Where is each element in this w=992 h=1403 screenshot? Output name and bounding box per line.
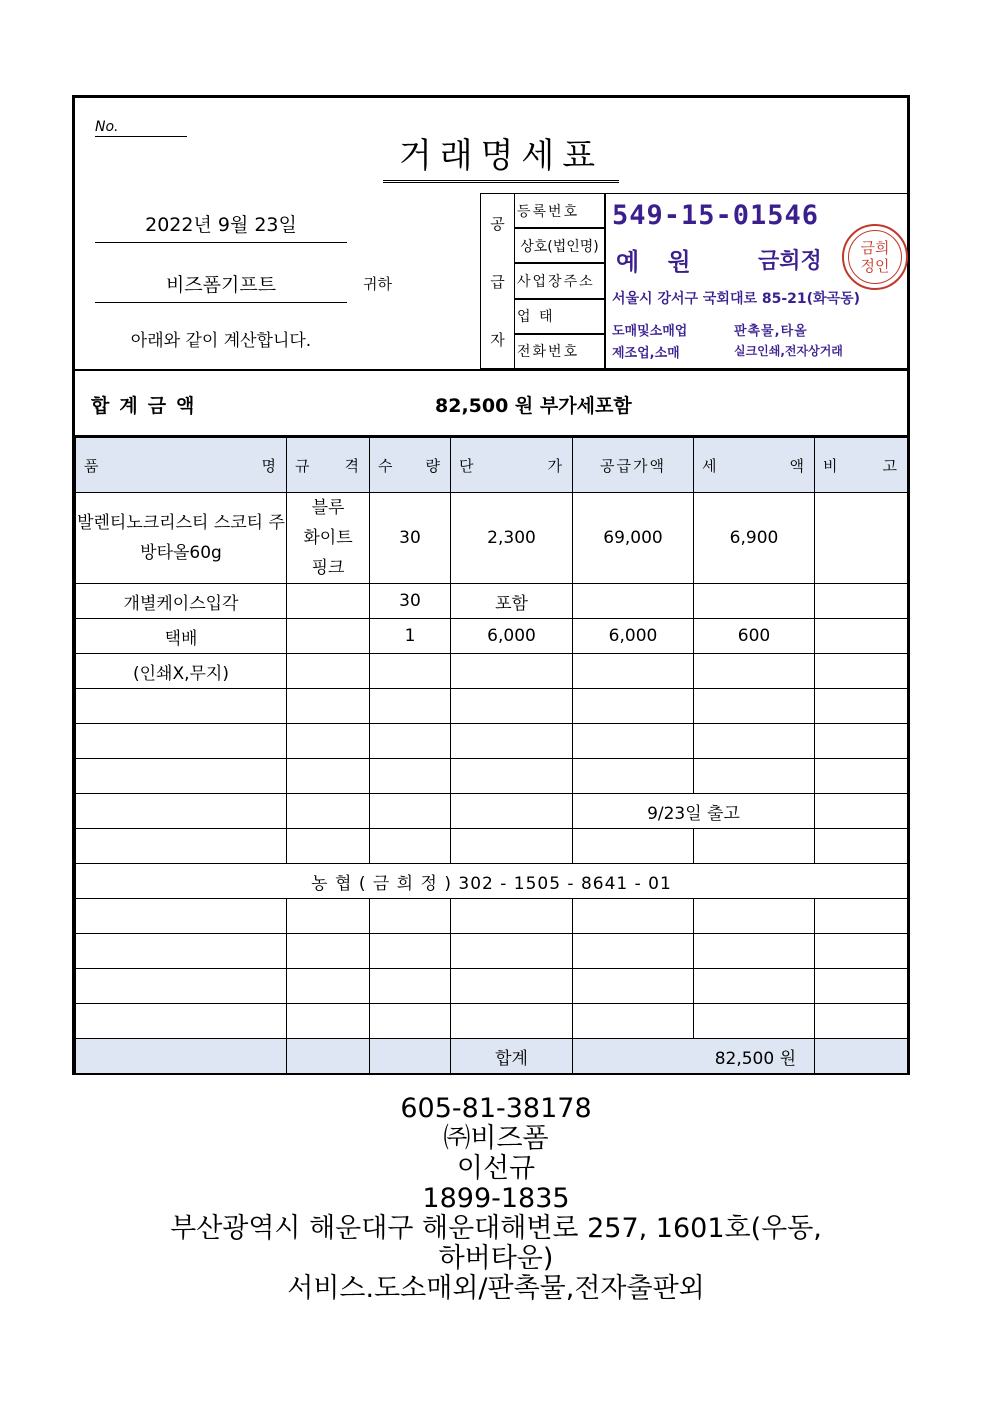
table-header-row bbox=[76, 438, 908, 493]
table-row-empty bbox=[76, 759, 908, 794]
cell-remark bbox=[815, 584, 908, 619]
cell-tax: 6,900 bbox=[694, 493, 815, 584]
cell-price: 포함 bbox=[451, 584, 573, 619]
cell-qty bbox=[370, 654, 451, 689]
items-table bbox=[75, 437, 908, 1074]
biz-type-2: 제조업,소매 bbox=[612, 346, 680, 361]
table-row-empty bbox=[76, 899, 908, 934]
cell-qty: 1 bbox=[370, 619, 451, 654]
honorific: 귀하 bbox=[363, 275, 392, 293]
header-spec: 규 격 bbox=[287, 438, 370, 493]
invoice-frame bbox=[72, 95, 910, 1075]
total-amount: 82,500 원 부가세포함 bbox=[435, 395, 632, 417]
cell-tax bbox=[694, 584, 815, 619]
cell-remark bbox=[815, 619, 908, 654]
table-row bbox=[76, 493, 908, 584]
supplier-side-char: 자 bbox=[490, 330, 505, 349]
cell-name: 택배 bbox=[76, 619, 287, 654]
table-row-empty bbox=[76, 829, 908, 864]
cell-supply: 6,000 bbox=[573, 619, 694, 654]
company-name: 예 원 bbox=[616, 248, 701, 276]
footer-info bbox=[0, 1094, 992, 1304]
table-row-empty bbox=[76, 689, 908, 724]
label-biz-type: 업 태 bbox=[515, 299, 605, 334]
footer-business-type: 서비스.도소매외/판촉물,전자출판외 bbox=[287, 1273, 705, 1304]
footer-business-number: 605-81-38178 bbox=[400, 1093, 592, 1124]
supplier-side-char: 공 bbox=[490, 214, 505, 233]
cell-price: 6,000 bbox=[451, 619, 573, 654]
header-supply: 공급가액 bbox=[573, 438, 694, 493]
cell-spec bbox=[287, 584, 370, 619]
sum-row bbox=[76, 1039, 908, 1074]
document-title: 거래명세표 bbox=[383, 134, 619, 183]
cell-qty: 30 bbox=[370, 584, 451, 619]
supplier-field-labels bbox=[515, 193, 605, 369]
cell-name: 발렌티노크리스티 스코티 주방타올60g bbox=[76, 493, 287, 584]
cell-supply: 69,000 bbox=[573, 493, 694, 584]
total-amount-row bbox=[75, 369, 907, 437]
table-row bbox=[76, 654, 908, 689]
table-row-empty bbox=[76, 934, 908, 969]
sum-label: 합계 bbox=[451, 1039, 573, 1074]
footer-representative: 이선규 bbox=[456, 1153, 536, 1184]
table-row bbox=[76, 794, 908, 829]
document-number: No. bbox=[95, 118, 187, 137]
bank-account-row bbox=[76, 864, 908, 899]
supplier-side-char: 급 bbox=[490, 272, 505, 291]
supplier-address: 서울시 강서구 국회대로 85-21(화곡동) bbox=[612, 291, 861, 307]
cell-price bbox=[451, 654, 573, 689]
footer-address: 부산광역시 해운대구 해운대해변로 257, 1601호(우동, bbox=[170, 1213, 822, 1244]
biz-item-2: 실크인쇄,전자상거래 bbox=[734, 344, 843, 358]
supplier-side-label bbox=[480, 193, 515, 369]
cell-remark bbox=[815, 493, 908, 584]
table-row-empty bbox=[76, 724, 908, 759]
supplier-stamp-box bbox=[605, 193, 910, 369]
cell-tax bbox=[694, 654, 815, 689]
header-tax: 세 액 bbox=[694, 438, 815, 493]
footer-company: ㈜비즈폼 bbox=[443, 1123, 549, 1154]
footer-phone: 1899-1835 bbox=[422, 1183, 570, 1214]
issue-date: 2022년 9월 23일 bbox=[95, 208, 347, 243]
table-row-empty bbox=[76, 1004, 908, 1039]
total-label: 합계금액 bbox=[91, 395, 205, 417]
owner-name: 금희정 bbox=[758, 249, 822, 274]
cell-name: (인쇄X,무지) bbox=[76, 654, 287, 689]
header-price: 단 가 bbox=[451, 438, 573, 493]
cell-name: 개별케이스입각 bbox=[76, 584, 287, 619]
cell-supply bbox=[573, 584, 694, 619]
sum-value: 82,500 원 bbox=[573, 1039, 815, 1074]
cell-spec bbox=[287, 619, 370, 654]
calculation-note: 아래와 같이 계산합니다. bbox=[130, 331, 312, 351]
footer-address-cont: 하버타운) bbox=[438, 1243, 554, 1274]
label-phone: 전화번호 bbox=[515, 334, 605, 369]
label-reg-no: 등록번호 bbox=[515, 193, 605, 228]
bank-account: 농 협 ( 금 희 정 ) 302 - 1505 - 8641 - 01 bbox=[76, 864, 908, 899]
label-address: 사업장주소 bbox=[515, 263, 605, 298]
ship-note: 9/23일 출고 bbox=[573, 794, 815, 829]
registration-number: 549-15-01546 bbox=[612, 200, 820, 231]
header-qty: 수 량 bbox=[370, 438, 451, 493]
cell-qty: 30 bbox=[370, 493, 451, 584]
cell-spec bbox=[287, 654, 370, 689]
cell-tax: 600 bbox=[694, 619, 815, 654]
label-company: 상호(법인명) bbox=[515, 228, 605, 263]
biz-item-1: 판촉물,타올 bbox=[734, 324, 808, 339]
spec-line: 블루 화이트 핑크 bbox=[303, 498, 353, 578]
cell-remark bbox=[815, 654, 908, 689]
table-row bbox=[76, 619, 908, 654]
cell-price: 2,300 bbox=[451, 493, 573, 584]
table-row-empty bbox=[76, 969, 908, 1004]
table-row bbox=[76, 584, 908, 619]
seal-stamp-icon: 금희 정인 bbox=[842, 224, 908, 290]
cell-supply bbox=[573, 654, 694, 689]
buyer-name: 비즈폼기프트 bbox=[95, 268, 347, 303]
biz-type-1: 도매및소매업 bbox=[612, 324, 688, 339]
header-remark: 비 고 bbox=[815, 438, 908, 493]
cell-spec bbox=[287, 493, 370, 584]
header-name: 품 명 bbox=[76, 438, 287, 493]
